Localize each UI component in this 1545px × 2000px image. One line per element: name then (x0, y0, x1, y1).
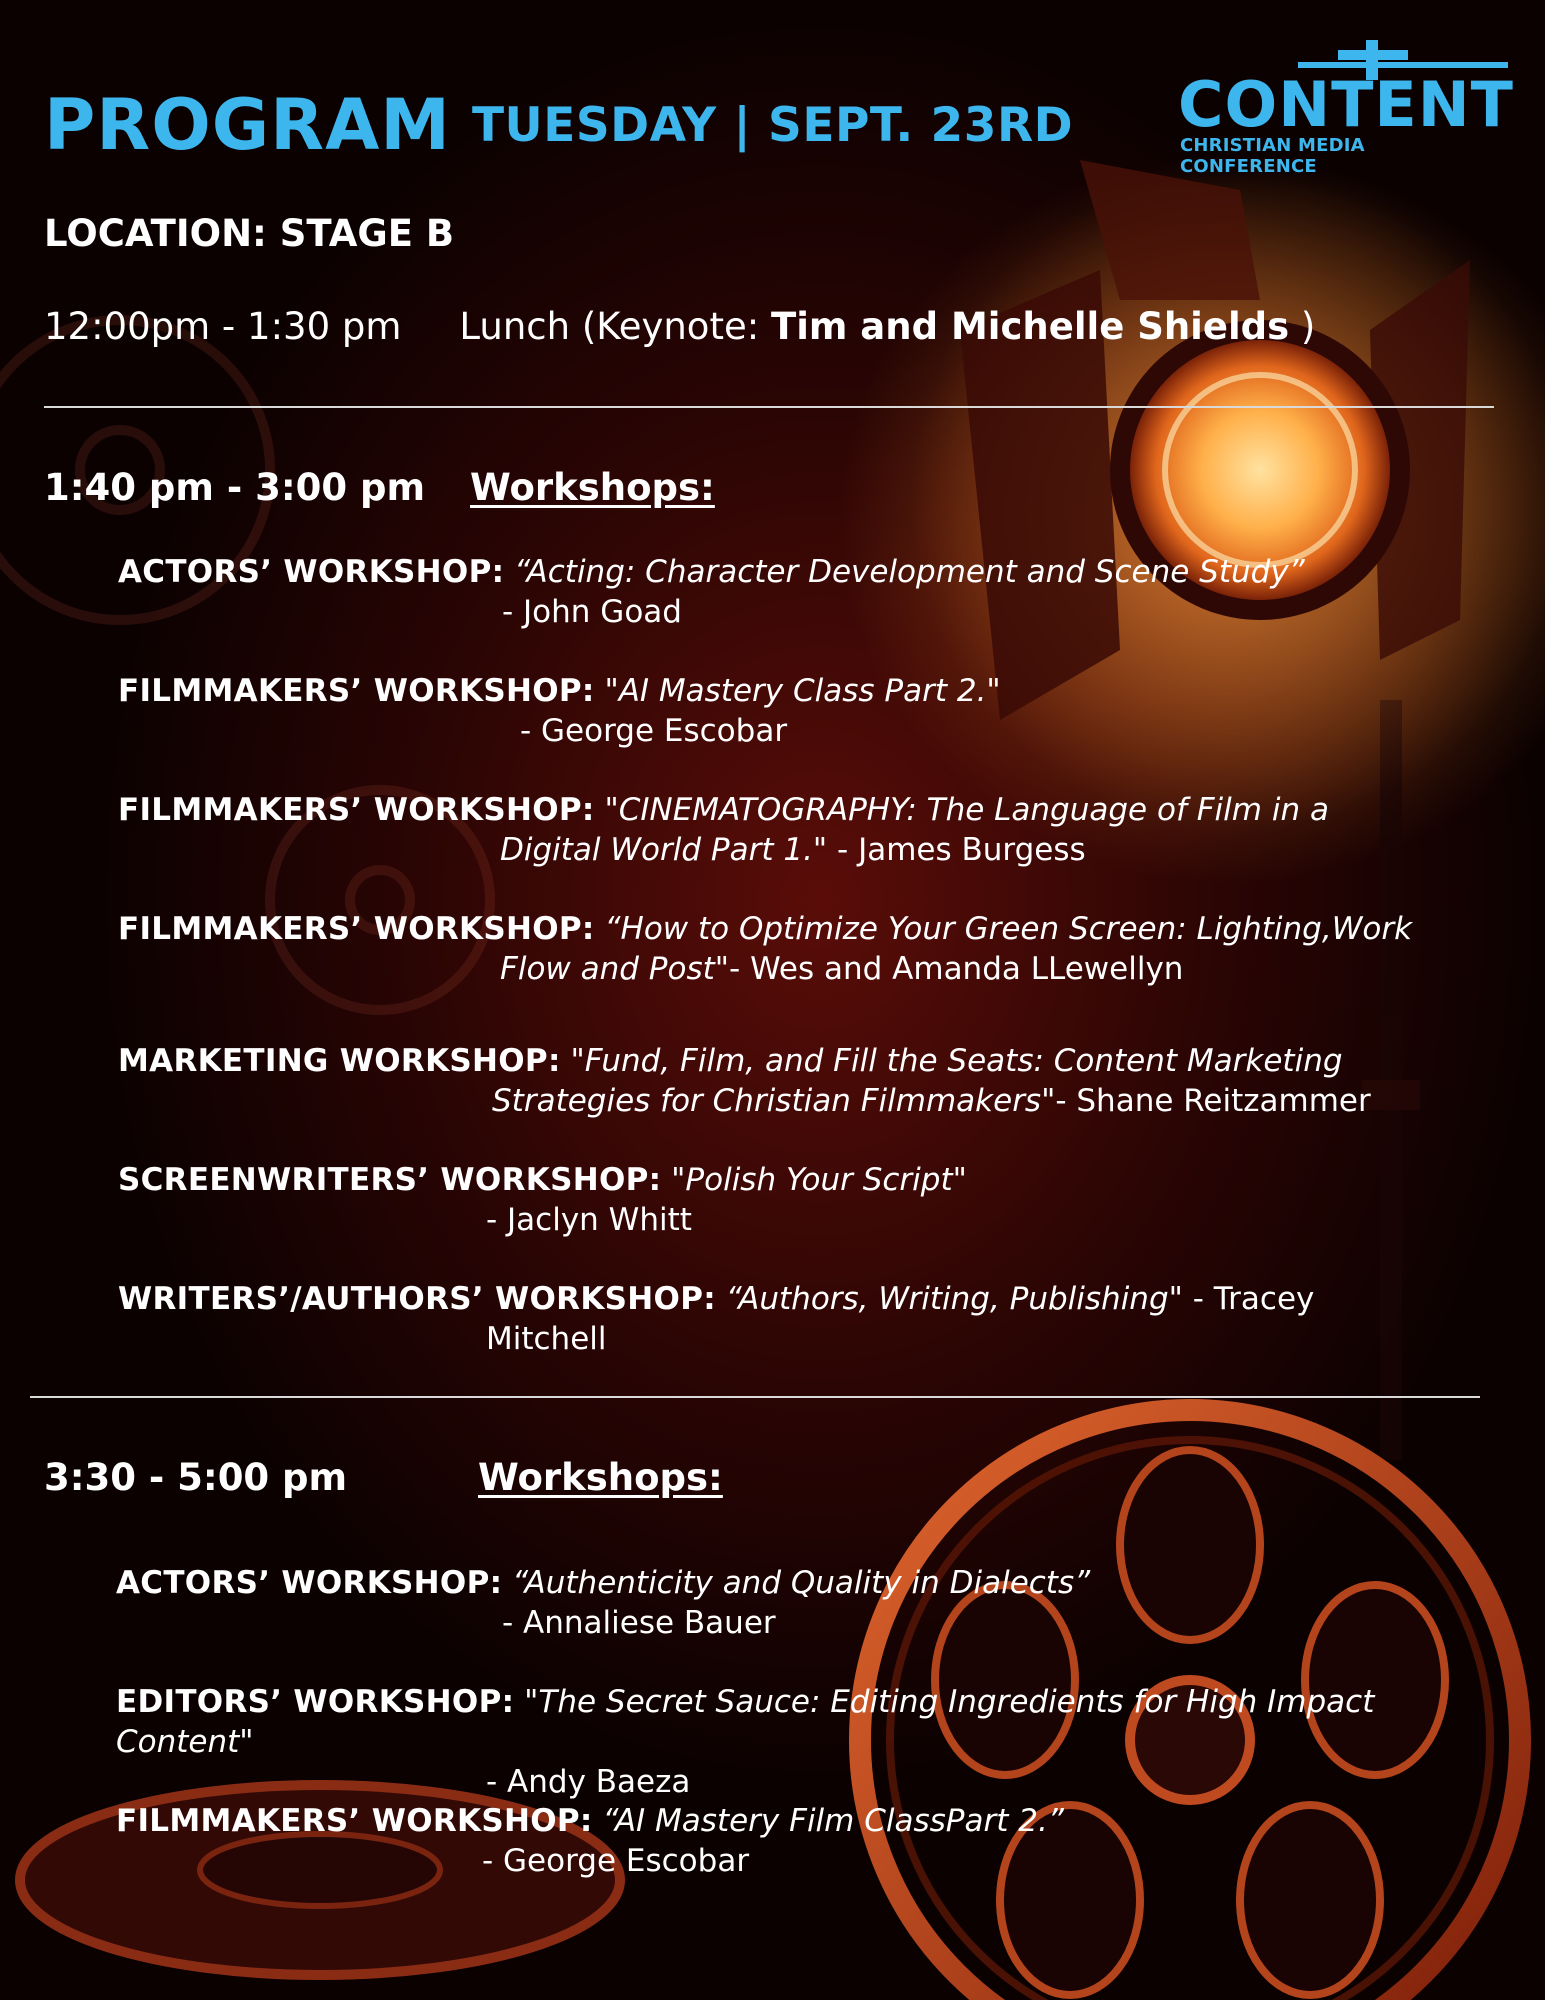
workshop-label: ACTORS’ WORKSHOP: (118, 554, 505, 590)
program-date: TUESDAY | SEPT. 23RD (472, 98, 1074, 153)
workshop-presenter: - Wes and Amanda LLewellyn (729, 951, 1184, 987)
workshop-title: “How to Optimize Your Green Screen: Lighting,Work (594, 911, 1413, 947)
workshop-label: WRITERS’/AUTHORS’ WORKSHOP: (118, 1281, 716, 1317)
workshop-item (118, 1041, 1518, 1121)
workshop-item (118, 552, 1518, 632)
workshop-presenter: - Annaliese Bauer (502, 1605, 776, 1641)
workshop-item (118, 671, 1518, 751)
workshop-presenter-cont: Mitchell (486, 1321, 607, 1357)
workshop-title-cont: Flow and Post" (500, 951, 730, 987)
workshop-label: FILMMAKERS’ WORKSHOP: (116, 1803, 593, 1839)
workshop-title: “Authenticity and Quality in Dialects” (502, 1565, 1091, 1601)
content-logo (1178, 40, 1514, 177)
session1-time: 1:40 pm - 3:00 pm (44, 466, 426, 509)
workshop-title: "Polish Your Script" (661, 1162, 967, 1198)
workshop-presenter: - James Burgess (827, 832, 1086, 868)
workshop-presenter: - Tracey (1182, 1281, 1315, 1317)
workshop-item (116, 1682, 1516, 1802)
lunch-prefix: Lunch (Keynote: (459, 305, 771, 348)
faint-reel-left (0, 320, 490, 1010)
workshop-label: MARKETING WORKSHOP: (118, 1043, 561, 1079)
lunch-suffix: ) (1289, 305, 1316, 348)
location-label: LOCATION: STAGE B (44, 212, 455, 255)
workshop-presenter: - George Escobar (520, 713, 788, 749)
session1-heading: Workshops: (470, 466, 715, 509)
workshop-title-cont: Digital World Part 1." (500, 832, 828, 868)
workshop-label: ACTORS’ WORKSHOP: (116, 1565, 503, 1601)
workshop-label: SCREENWRITERS’ WORKSHOP: (118, 1162, 662, 1198)
workshop-item (118, 909, 1518, 989)
divider-1 (44, 406, 1494, 408)
workshop-label: FILMMAKERS’ WORKSHOP: (118, 673, 595, 709)
workshop-presenter: - George Escobar (482, 1843, 750, 1879)
workshop-title: "AI Mastery Class Part 2." (594, 673, 1001, 709)
workshop-label: FILMMAKERS’ WORKSHOP: (118, 792, 595, 828)
divider-2 (30, 1396, 1480, 1398)
workshop-presenter: - Andy Baeza (486, 1764, 691, 1800)
workshop-title: "The Secret Sauce: Editing Ingredients for High Impact Content" (116, 1684, 1375, 1760)
workshop-title: “Authors, Writing, Publishing" (715, 1281, 1183, 1317)
workshop-title: “AI Mastery Film ClassPart 2.” (592, 1803, 1064, 1839)
workshop-label: FILMMAKERS’ WORKSHOP: (118, 911, 595, 947)
workshop-title-cont: Strategies for Christian Filmmakers" (492, 1083, 1056, 1119)
workshop-item (116, 1563, 1516, 1643)
workshop-item (116, 1801, 1516, 1881)
workshop-item (118, 790, 1518, 870)
keynote-speakers: Tim and Michelle Shields (770, 305, 1290, 348)
workshop-item (118, 1160, 1518, 1240)
session2-heading: Workshops: (478, 1456, 723, 1499)
lunch-time: 12:00pm - 1:30 pm (44, 305, 402, 348)
workshop-label: EDITORS’ WORKSHOP: (116, 1684, 515, 1720)
lunch-row (44, 305, 1315, 348)
program-title: PROGRAM (44, 84, 451, 166)
session2-time: 3:30 - 5:00 pm (44, 1456, 348, 1499)
workshop-title: "CINEMATOGRAPHY: The Language of Film in a (594, 792, 1329, 828)
workshop-item (118, 1279, 1518, 1359)
logo-subtitle: CHRISTIAN MEDIA CONFERENCE (1180, 135, 1365, 177)
workshop-presenter: - Shane Reitzammer (1055, 1083, 1371, 1119)
workshop-presenter: - Jaclyn Whitt (486, 1202, 692, 1238)
workshop-title: “Acting: Character Development and Scene Study” (504, 554, 1305, 590)
workshop-presenter: - John Goad (502, 594, 682, 630)
workshop-title: "Fund, Film, and Fill the Seats: Content Marketing (560, 1043, 1343, 1079)
logo-wordmark: CONTENT (1178, 68, 1514, 141)
